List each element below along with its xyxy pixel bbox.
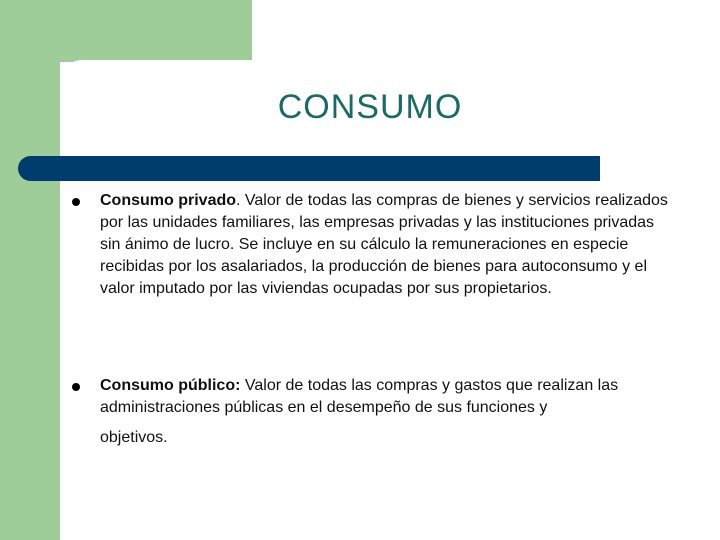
- bullet-consumo-privado: [100, 190, 670, 300]
- title-divider-bar: [18, 156, 600, 181]
- background-green-left: [0, 0, 60, 540]
- bullet-text: Valor de todas las compras de bienes y servicios realizados por las unidades familiares, las empresas privadas y las instituciones privadas sin ánimo de lucro. Se incluye en su cálculo la remuneraciones en especie recibidas por los asalariados, la producción de bienes para autoconsumo y el valor imputado por las viviendas ocupadas por sus propietarios.: [100, 192, 668, 297]
- slide-content-area: [60, 60, 720, 540]
- bullet-term: Consumo privado: [100, 192, 237, 209]
- slide-title: CONSUMO: [277, 88, 463, 126]
- bullet-last-line: objetivos.: [100, 429, 168, 446]
- background-green-top: [0, 0, 252, 62]
- bullet-separator: .: [236, 192, 245, 209]
- bullet-text: Valor de todas las compras y gastos que realizan las administraciones públicas en el desempeño de sus funciones y: [100, 377, 619, 416]
- bullet-dot-icon: [72, 198, 80, 206]
- bullet-dot-icon: [72, 383, 80, 391]
- bullet-term: Consumo público:: [100, 377, 241, 394]
- bullet-consumo-publico: [100, 375, 670, 449]
